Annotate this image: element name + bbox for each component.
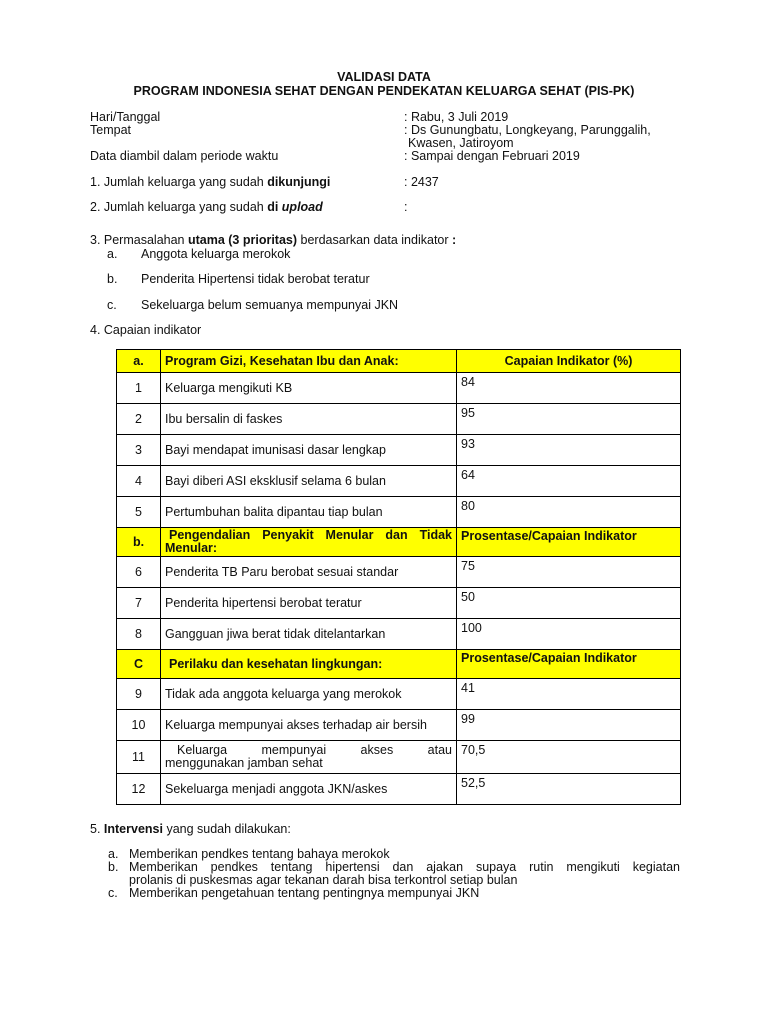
- table-row: [117, 710, 681, 741]
- row-value: 84: [457, 373, 681, 404]
- row-number: 1: [117, 373, 161, 404]
- label-word: akses: [360, 743, 394, 757]
- item-1-text: 1. Jumlah keluarga yang sudah: [90, 175, 268, 189]
- value-header: Prosentase/Capaian Indikator: [457, 528, 681, 557]
- item-2-value: :: [404, 200, 408, 214]
- intervensi-b-letter: b.: [108, 860, 119, 874]
- tempat-value: : Ds Gunungbatu, Longkeyang, Parunggalih,: [404, 123, 651, 137]
- label-word: Keluarga: [177, 743, 228, 757]
- intervensi-b-text-1: Memberikan pendkes tentang hipertensi dan ajakan supaya rutin mengikuti kegiatan: [129, 860, 680, 874]
- periode-value: : Sampai dengan Februari 2019: [404, 149, 580, 163]
- periode-label: Data diambil dalam periode waktu: [90, 149, 279, 163]
- document-title: VALIDASI DATA: [337, 70, 431, 84]
- item-3: [90, 233, 456, 247]
- section-title: Program Gizi, Kesehatan Ibu dan Anak:: [161, 350, 457, 373]
- label-word: atau: [427, 743, 452, 757]
- intervensi-bold: Intervensi: [103, 822, 163, 836]
- item-1: [90, 175, 330, 189]
- row-label: Bayi diberi ASI eksklusif selama 6 bulan: [161, 466, 457, 497]
- item-3-suffix: berdasarkan data indikator: [297, 233, 453, 247]
- intervensi-a-text: Memberikan pendkes tentang bahaya merokok: [129, 847, 390, 861]
- title-word: dan: [385, 528, 408, 542]
- table-row: [117, 679, 681, 710]
- row-label: Tidak ada anggota keluarga yang merokok: [161, 679, 457, 710]
- row-number: 7: [117, 588, 161, 619]
- table-row: [117, 741, 681, 774]
- table-row: [117, 497, 681, 528]
- title-word: Menular: [325, 528, 374, 542]
- item-2-bold-italic: upload: [281, 200, 323, 214]
- row-value: 80: [457, 497, 681, 528]
- intervensi-suffix: yang sudah dilakukan:: [162, 822, 291, 836]
- row-label: Ibu bersalin di faskes: [161, 404, 457, 435]
- row-number: 2: [117, 404, 161, 435]
- title-word: Penyakit: [262, 528, 314, 542]
- table-row: [117, 557, 681, 588]
- section-b-header: [117, 528, 681, 557]
- table-row: [117, 588, 681, 619]
- item-2-text: 2. Jumlah keluarga yang sudah: [90, 200, 268, 214]
- indicator-table: [116, 349, 681, 805]
- row-value: 93: [457, 435, 681, 466]
- value-header: Prosentase/Capaian Indikator: [457, 650, 681, 679]
- intervensi-b-text-2: prolanis di puskesmas agar tekanan darah bisa terkontrol setiap bulan: [129, 873, 518, 887]
- item-1-bold: dikunjungi: [267, 175, 331, 189]
- row-value: 70,5: [457, 741, 681, 774]
- row-label: Bayi mendapat imunisasi dasar lengkap: [161, 435, 457, 466]
- table-row: [117, 466, 681, 497]
- table-row: [117, 435, 681, 466]
- value-header: Capaian Indikator (%): [457, 350, 681, 373]
- intervensi-a-letter: a.: [108, 847, 119, 861]
- row-label: Sekeluarga menjadi anggota JKN/askes: [161, 774, 457, 805]
- hari-label: Hari/Tanggal: [90, 110, 161, 124]
- row-label-line-2: menggunakan jamban sehat: [165, 756, 323, 770]
- item-2: [90, 200, 323, 214]
- row-value: 95: [457, 404, 681, 435]
- row-number: 3: [117, 435, 161, 466]
- row-number: 12: [117, 774, 161, 805]
- row-label: Penderita TB Paru berobat sesuai standar: [161, 557, 457, 588]
- item-4: 4. Capaian indikator: [90, 323, 202, 337]
- section-letter: a.: [117, 350, 161, 373]
- row-number: 9: [117, 679, 161, 710]
- row-number: 5: [117, 497, 161, 528]
- item-3c-letter: c.: [107, 298, 117, 312]
- row-number: 6: [117, 557, 161, 588]
- document-subtitle: PROGRAM INDONESIA SEHAT DENGAN PENDEKATAN KELUARGA SEHAT (PIS-PK): [133, 84, 635, 98]
- row-value: 64: [457, 466, 681, 497]
- item-3b-text: Penderita Hipertensi tidak berobat teratur: [141, 272, 370, 286]
- item-3-text: 3. Permasalahan: [90, 233, 188, 247]
- item-3a-text: Anggota keluarga merokok: [141, 247, 291, 261]
- section-letter: b.: [117, 528, 161, 557]
- item-3b-letter: b.: [107, 272, 118, 286]
- table-row: [117, 404, 681, 435]
- row-label: Pertumbuhan balita dipantau tiap bulan: [161, 497, 457, 528]
- row-number: 8: [117, 619, 161, 650]
- item-3-colon: :: [452, 233, 457, 247]
- row-value: 41: [457, 679, 681, 710]
- section-title: Perilaku dan kesehatan lingkungan:: [161, 650, 457, 679]
- row-value: 52,5: [457, 774, 681, 805]
- intervensi-prefix: 5.: [90, 822, 104, 836]
- section-c-header: [117, 650, 681, 679]
- row-value: 99: [457, 710, 681, 741]
- tempat-label: Tempat: [90, 123, 131, 137]
- table-row: [117, 373, 681, 404]
- title-word: Tidak: [419, 528, 452, 542]
- label-word: mempunyai: [261, 743, 327, 757]
- title-word: Pengendalian: [169, 528, 251, 542]
- row-value: 50: [457, 588, 681, 619]
- table-row: [117, 619, 681, 650]
- row-label: [161, 741, 457, 774]
- row-label: Penderita hipertensi berobat teratur: [161, 588, 457, 619]
- row-number: 10: [117, 710, 161, 741]
- row-label: Keluarga mempunyai akses terhadap air bersih: [161, 710, 457, 741]
- tempat-value-cont: Kwasen, Jatiroyom: [408, 136, 514, 150]
- table-row: [117, 774, 681, 805]
- item-3-bold: utama (3 prioritas): [187, 233, 298, 247]
- section-letter: C: [117, 650, 161, 679]
- row-number: 11: [117, 741, 161, 774]
- item-1-value: : 2437: [404, 175, 439, 189]
- intervensi-c-letter: c.: [108, 886, 118, 900]
- row-label: Keluarga mengikuti KB: [161, 373, 457, 404]
- item-3c-text: Sekeluarga belum semuanya mempunyai JKN: [141, 298, 399, 312]
- intervensi-heading: [90, 822, 291, 836]
- section-title: [161, 528, 457, 557]
- hari-value: : Rabu, 3 Juli 2019: [404, 110, 509, 124]
- item-3a-letter: a.: [107, 247, 118, 261]
- row-value: 100: [457, 619, 681, 650]
- row-value: 75: [457, 557, 681, 588]
- intervensi-c-text: Memberikan pengetahuan tentang pentingnya mempunyai JKN: [129, 886, 480, 900]
- section-a-header: [117, 350, 681, 373]
- item-2-bold: di: [267, 200, 282, 214]
- section-title-line-2: Menular:: [165, 541, 218, 555]
- row-number: 4: [117, 466, 161, 497]
- row-label: Gangguan jiwa berat tidak ditelantarkan: [161, 619, 457, 650]
